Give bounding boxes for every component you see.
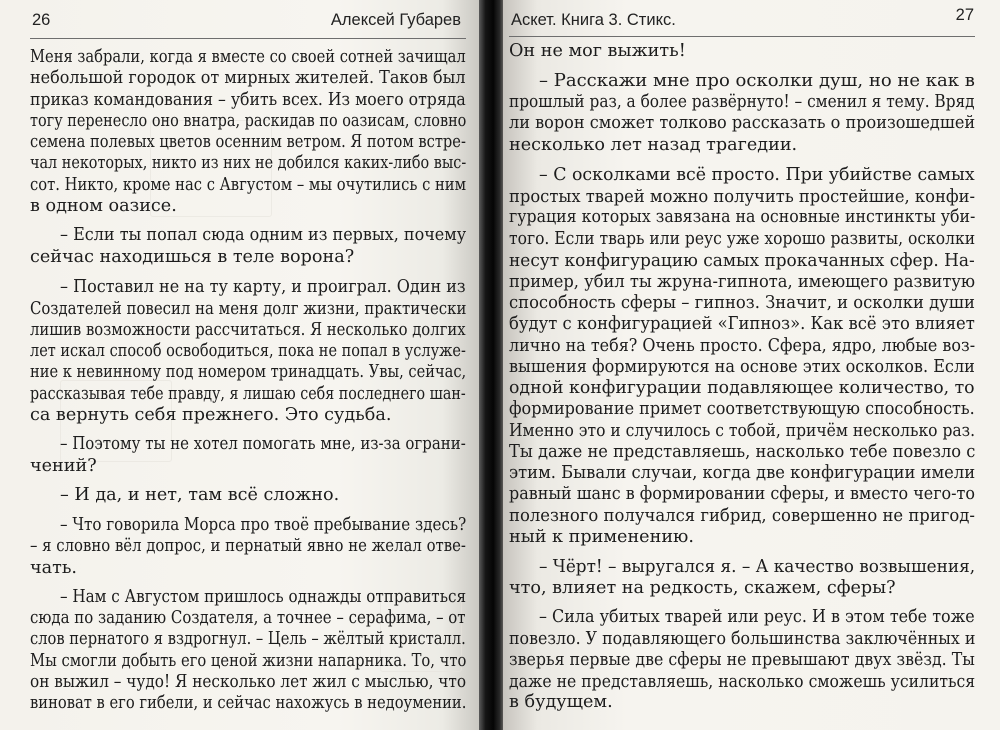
text-line: простых тварей можно получить простейшие, конфи- <box>509 187 976 207</box>
text-line: лишив возможности рассчитаться. Я несколько долгих <box>30 320 466 340</box>
running-head-author: Алексей Губарев <box>330 11 461 29</box>
text-line: повезло. У подавляющего большинства заключённых и <box>509 629 976 649</box>
text-line: – Сила убитых тварей или реус. И в этом тебе тоже <box>539 607 975 627</box>
text-line: ние к невинному под номером тринадцать. Увы, сейчас, <box>30 362 467 382</box>
text-line: Он не мог выжить! <box>509 41 686 61</box>
text-line: он выжил – чудо! Я несколько лет жил с мыслью, что <box>30 672 467 692</box>
text-line: сейчас находишься в теле ворона? <box>30 247 355 267</box>
text-line: – Поэтому ты не хотел помогать мне, из-за ограни- <box>60 434 466 454</box>
text-line: ли ворон сможет толково рассказать о произошедшей <box>509 113 976 133</box>
text-line: чений? <box>30 456 97 476</box>
text-line: что, влияет на редкость, скажем, сферы? <box>509 578 896 598</box>
text-line: тогу перенесло оно внатра, раскидав по оазисам, словно <box>30 111 467 131</box>
text-line: зверья первые две сферы не превышают двух звёзд. Ты <box>509 650 975 670</box>
text-line: этим. Бывали случаи, когда две конфигурации имели <box>509 463 976 483</box>
text-line: сот. Никто, кроме нас с Августом – мы очутились с ним <box>30 175 467 195</box>
text-line: – И да, и нет, там всё сложно. <box>60 485 340 505</box>
text-line: равный шанс в формировании сферы, и вместо чего-то <box>509 484 975 504</box>
running-head-title: Аскет. Книга 3. Стикс. <box>511 11 676 29</box>
text-line: того. Если тварь или реус уже хорошо развиты, осколки <box>509 229 976 249</box>
text-line: способность сферы – гипноз. Значит, и осколки души <box>509 293 975 313</box>
text-line: са вернуть себя прежнего. Это судьба. <box>30 405 392 425</box>
text-line: небольшой городок от мирных жителей. Таков был <box>30 68 466 88</box>
text-line: полезного получался гибрид, совершенно не пригод- <box>509 506 975 526</box>
header-rule-left <box>30 38 466 39</box>
text-line: будут с конфигурацией «Гипноз». Как всё это влияет <box>509 314 975 334</box>
text-line: Создателей повесил на меня долг жизни, практически <box>30 299 467 319</box>
text-line: чал некоторых, никто из них не добился каких-либо выс- <box>30 153 467 173</box>
text-line: виноват в его гибели, и сейчас нахожусь в недоумении. <box>30 693 467 713</box>
text-line: – Поставил не на ту карту, и проиграл. Один из <box>60 277 466 297</box>
text-line: формирование примет соответствующую способность. <box>509 399 975 419</box>
text-line: даже не представляешь, насколько сможешь усилиться <box>509 672 976 692</box>
text-line: ный к применению. <box>509 527 694 547</box>
text-line: несколько лет назад трагедии. <box>509 135 798 155</box>
text-line: вышения формируются на основе этих осколков. Если <box>509 357 975 377</box>
text-line: рассказывая тебе правду, я лишаю себя последнего шан- <box>30 384 466 404</box>
text-line: лично на тебя? Очень просто. Сфера, ядро, любые воз- <box>509 336 976 356</box>
text-line: – Чёрт! – выругался я. – А качество возвышения, <box>539 557 976 577</box>
text-line: – я словно вёл допрос, и пернатый явно не желал отве- <box>30 536 466 556</box>
text-line: Меня забрали, когда я вместе со своей сотней зачищал <box>30 47 466 67</box>
text-line: одной конфигурации подавляющее количество, то <box>509 378 975 398</box>
text-line: – Расскажи мне про осколки душ, но не как в <box>539 71 975 91</box>
text-line: – С осколками всё просто. При убийстве самых <box>539 165 975 185</box>
right-page <box>503 0 1000 730</box>
page-number-right: 27 <box>955 6 974 24</box>
text-line: Ты даже не представляешь, насколько тебе повезло с <box>509 442 976 462</box>
text-line: – Что говорила Морса про твоё пребывание здесь? <box>60 515 467 535</box>
page-number-left: 26 <box>32 11 51 29</box>
text-line: гурация которых завязана на основные инстинкты уби- <box>509 207 976 227</box>
text-line: – Если ты попал сюда одним из первых, почему <box>60 225 467 245</box>
text-line: прошлый раз, а более развёрнуто! – сменил я тему. Вряд <box>509 92 975 112</box>
text-line: в будущем. <box>509 692 613 712</box>
text-line: лет искал способ освободиться, пока не попал в услуже- <box>30 341 466 361</box>
text-line: семена полевых цветов осенним ветром. Я потом встре- <box>30 132 466 152</box>
text-line: слов пернатого я вздрогнул. – Цель – жёлтый кристалл. <box>30 629 466 649</box>
text-line: несут конфигурацию самых прокачанных сфер. На- <box>509 251 975 271</box>
text-line: Именно это и случилось с тобой, причём несколько раз. <box>509 421 976 441</box>
left-page <box>0 0 481 730</box>
text-line: пример, убил ты жруна-гипнота, имеющего развитую <box>509 272 976 292</box>
text-line: чать. <box>30 558 78 578</box>
book-spine <box>479 0 505 730</box>
text-line: сюда по заданию Создателя, а точнее – серафима, – от <box>30 608 466 628</box>
text-line: в одном оазисе. <box>30 196 177 216</box>
text-line: приказ командования – убить всех. Из моего отряда <box>30 90 466 110</box>
text-line: Мы смогли добыть его ценой жизни напарника. То, что <box>30 651 467 671</box>
header-rule-right <box>509 36 975 37</box>
text-line: – Нам с Августом пришлось однажды отправиться <box>60 587 467 607</box>
